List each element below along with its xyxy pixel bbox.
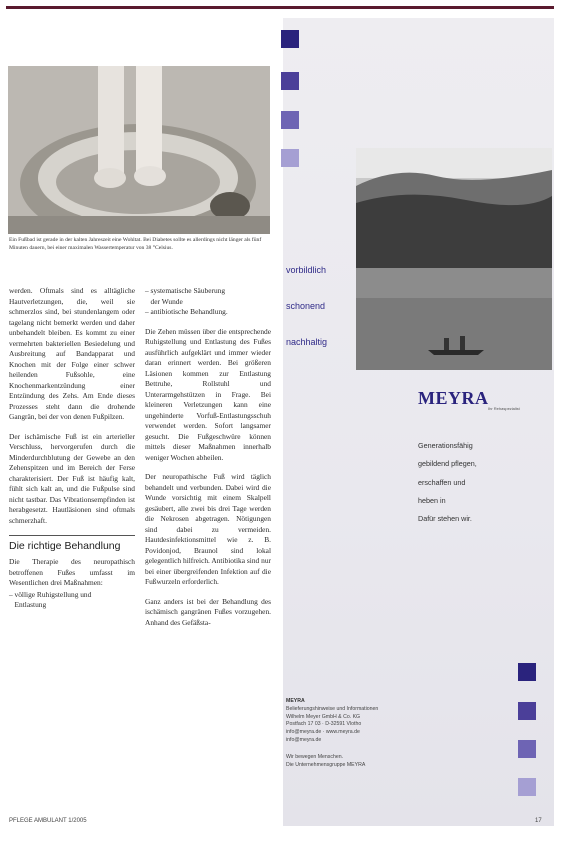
contact-line: Wilhelm Meyer GmbH & Co. KG	[286, 713, 361, 720]
ad-keyword: schonend	[286, 301, 326, 311]
ad-tagline	[418, 437, 477, 529]
contact-line: info@meyra.de · www.meyra.de	[286, 729, 360, 736]
contact-company: MEYRA	[286, 698, 305, 704]
contact-block	[286, 698, 426, 769]
contact-line: Postfach 17 03 · D-32591 Vlotho	[286, 721, 362, 728]
paragraph: Die Therapie des neuropathisch betroffenen Fußes umfasst im Wesentlichen drei Maßnahmen:	[9, 557, 135, 588]
tagline-line: Dafür stehen wir.	[418, 514, 472, 524]
list-item: – antibiotische Behandlung.	[145, 307, 228, 317]
ad-keyword: vorbildlich	[286, 265, 327, 275]
decor-square	[281, 72, 299, 90]
contact-line: Belieferungshinweise und Informationen	[286, 705, 379, 712]
decor-square	[281, 30, 299, 48]
section-heading: Die richtige Behandlung	[9, 535, 135, 552]
meyra-logo: MEYRA	[418, 388, 489, 408]
paragraph: Die Zehen müssen über die entsprechende Ruhigstellung und Entlastung des Fußes ausführlich aufgeklärt und immer wieder daran erinnert werden. Bei größeren Läsionen kommen zur Entlastung Bettruhe, Rollstuhl und Unterarmgehstützen in Frage. Bei kleineren Verletzungen kann eine ungehinderte Vorfuß-Entlastungsschuh verwendet werden. Sofort langsamer gesucht. Die Fußgeschwüre können mittels dieser Maßnahmen innerhalb weniger Wochen abheilen.	[145, 326, 271, 462]
contact-line: info@meyra.de	[286, 736, 322, 743]
paragraph: Ganz anders ist bei der Behandlung des ischämisch gangränen Fußes vorzugehen. Anhand des Gefäßsta-	[145, 596, 271, 627]
paragraph: werden. Oftmals sind es alltägliche Hautverletzungen, die, weil sie schmerzlos sind, bei stundenlangem oder tagelang nicht bemerkt werden und daher unbehandelt bleiben. Es kommt zu einer vermehrten bakteriellen Besiedelung und Ausbreitung auf Bandapparat und Knochen mit der Folge einer schwer heilenden Fußsohle, eine Knochenmarkentzündung einer Entzündung des Zehs. Am Ende dieses Prozesses steht dann die drohende Gangrän, bei der von denen Fußpilzen.	[9, 286, 135, 422]
decor-square	[518, 702, 536, 720]
page-number: 17	[535, 818, 542, 824]
article-column-1	[9, 286, 135, 611]
list-item: – völlige Ruhigstellung und	[9, 589, 92, 599]
decor-square	[518, 740, 536, 758]
logo-subtitle: Ihr Rehaspezialist	[488, 406, 520, 411]
paragraph: Der neuropathische Fuß wird täglich behandelt und verbunden. Dabei wird die Wunde vorsichtig mit einem Skalpell gesäubert, alle zwei bis drei Tage werden die Nekrosen abgetragen. Nötigungen sind dabei zu vermeiden. Hautdesinfektionsmittel wie z. B. Povidonjod, Braunol sind lokal gelegentlich hilfreich. Antibiotika sind nur bei einer übergreifenden Infektion auf die Fußwurzeln erforderlich.	[145, 472, 271, 587]
tagline-line: erschaffen und	[418, 477, 466, 487]
footer-publication: PFLEGE AMBULANT 1/2005	[9, 818, 87, 824]
ad-keyword: nachhaltig	[286, 337, 328, 347]
contact-slogan: Wir bewegen Menschen.	[286, 753, 344, 760]
paragraph: Der ischämische Fuß ist ein arterieller Verschluss, hervorgerufen durch die Minderdurchblutung der Gewebe an den Zehenspitzen und im Bereich der Ferse charakterisiert. Der Fuß ist häufig kalt, fühlt sich kalt an, und die Fußpulse sind nicht tastbar. Das Vibrationsempfinden ist herabgesetzt. Hautläsionen sind oftmals schmerzhaft.	[9, 431, 135, 525]
tagline-line: heben in	[418, 496, 446, 506]
tagline-line: Generationsfähig	[418, 441, 473, 450]
decor-square	[518, 778, 536, 796]
decor-square	[281, 111, 299, 129]
tagline-line: gebildend pflegen,	[418, 459, 477, 469]
lake-canoe-photo	[356, 148, 552, 370]
article-column-2	[145, 286, 271, 637]
contact-group: Die Unternehmensgruppe MEYRA	[286, 761, 366, 768]
photo-caption: Ein Fußbad ist gerade in der kalten Jahreszeit eine Wohltat. Bei Diabetes sollte es allerdings nicht länger als fünf Minuten dauern, bei einer maximalen Wassertemperatur von 38 °Celsius.	[9, 237, 262, 252]
top-rule	[6, 6, 554, 9]
footbath-photo	[8, 66, 270, 234]
list-item: der Wunde	[145, 296, 183, 306]
list-item: Entlastung	[9, 600, 47, 610]
decor-square	[518, 663, 536, 681]
decor-square	[281, 149, 299, 167]
list-item: – systematische Säuberung	[145, 286, 226, 295]
